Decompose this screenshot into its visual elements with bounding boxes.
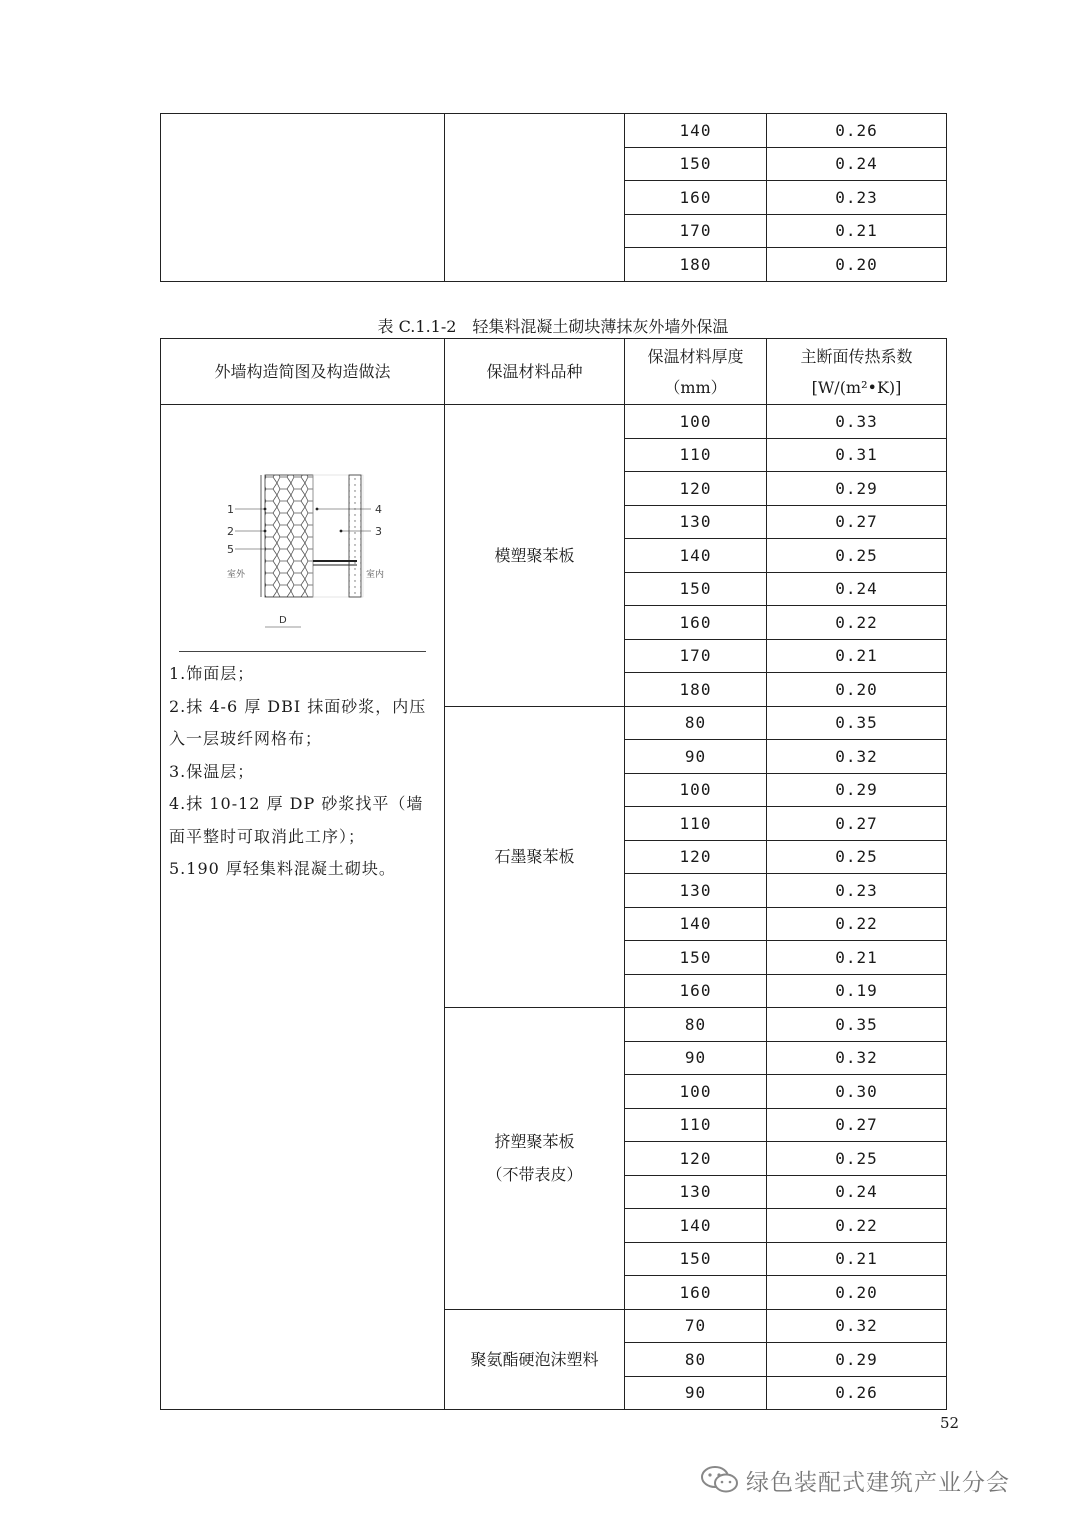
construction-step: 5.190 厚轻集料混凝土砌块。: [169, 859, 396, 878]
thickness-cell: 120: [625, 1142, 767, 1176]
thickness-cell: 80: [625, 706, 767, 740]
header-coefficient-line1: 主断面传热系数: [800, 346, 913, 366]
construction-step: 入一层玻纤网格布；: [169, 729, 323, 748]
coefficient-cell: 0.22: [767, 606, 947, 640]
thickness-cell: 170: [625, 639, 767, 673]
thickness-cell: 80: [625, 1343, 767, 1377]
thickness-cell: 100: [625, 1075, 767, 1109]
material-name: 挤塑聚苯板: [494, 1132, 575, 1152]
coefficient-cell: 0.27: [767, 505, 947, 539]
coefficient-cell: 0.21: [767, 214, 947, 248]
header-thickness: [625, 339, 767, 405]
watermark: [700, 1460, 1060, 1500]
coefficient-cell: 0.33: [767, 405, 947, 439]
coefficient-cell: 0.24: [767, 1175, 947, 1209]
construction-cell: [161, 405, 445, 1410]
thickness-cell: 180: [625, 248, 767, 282]
diagram-divider: [179, 651, 426, 652]
continuation-table: [160, 113, 947, 282]
thickness-cell: 160: [625, 606, 767, 640]
continuation-construction-cell: [161, 114, 445, 282]
thickness-cell: 140: [625, 1209, 767, 1243]
thickness-cell: 170: [625, 214, 767, 248]
thickness-cell: 110: [625, 1108, 767, 1142]
coefficient-cell: 0.29: [767, 1343, 947, 1377]
material-cell: [445, 1309, 625, 1410]
diagram-outside-label: 室外: [227, 570, 246, 580]
thickness-cell: 120: [625, 472, 767, 506]
thickness-cell: 150: [625, 941, 767, 975]
thickness-cell: 150: [625, 147, 767, 181]
construction-content: [161, 405, 444, 886]
construction-step: 4.抹 10-12 厚 DP 砂浆找平（墙: [169, 794, 424, 813]
construction-step: 面平整时可取消此工序）；: [169, 826, 366, 846]
thickness-cell: 80: [625, 1008, 767, 1042]
coefficient-cell: 0.32: [767, 1041, 947, 1075]
thickness-cell: 130: [625, 1175, 767, 1209]
coefficient-cell: 0.20: [767, 248, 947, 282]
thickness-cell: 130: [625, 874, 767, 908]
coefficient-cell: 0.25: [767, 1142, 947, 1176]
material-name: 聚氨酯硬泡沫塑料: [470, 1349, 599, 1369]
insulation-layer: [265, 475, 313, 597]
coefficient-cell: 0.27: [767, 807, 947, 841]
coefficient-cell: 0.23: [767, 181, 947, 215]
thickness-cell: 140: [625, 114, 767, 148]
thickness-cell: 150: [625, 1242, 767, 1276]
thickness-cell: 100: [625, 773, 767, 807]
coefficient-cell: 0.24: [767, 572, 947, 606]
header-coefficient: [767, 339, 947, 405]
coefficient-cell: 0.22: [767, 907, 947, 941]
thickness-cell: 110: [625, 807, 767, 841]
coefficient-cell: 0.31: [767, 438, 947, 472]
header-row: [161, 339, 947, 405]
header-coefficient-line2: [W/(m²•K)]: [811, 377, 902, 397]
material-name: 石墨聚苯板: [494, 847, 575, 867]
header-thickness-line1: 保温材料厚度: [647, 346, 744, 366]
table-caption: 表 C.1.1-2 轻集料混凝土砌块薄抹灰外墙外保温: [377, 317, 729, 336]
coefficient-cell: 0.22: [767, 1209, 947, 1243]
construction-steps: [161, 658, 444, 886]
coefficient-cell: 0.24: [767, 147, 947, 181]
thickness-cell: 140: [625, 907, 767, 941]
diagram-label-4: 4: [375, 503, 382, 516]
diagram-label-1: 1: [227, 503, 234, 516]
thickness-cell: 160: [625, 974, 767, 1008]
construction-step: 1.饰面层；: [169, 664, 255, 683]
coefficient-cell: 0.32: [767, 740, 947, 774]
thickness-cell: 90: [625, 1041, 767, 1075]
thickness-cell: 150: [625, 572, 767, 606]
watermark-text: 绿色装配式建筑产业分会: [746, 1469, 1010, 1496]
thickness-cell: 130: [625, 505, 767, 539]
coefficient-cell: 0.21: [767, 639, 947, 673]
coefficient-cell: 0.26: [767, 114, 947, 148]
thickness-cell: 120: [625, 840, 767, 874]
construction-step: 3.保温层；: [169, 761, 255, 781]
continuation-material-cell: [445, 114, 625, 282]
wall-diagram-wrap: [161, 405, 444, 639]
diagram-label-2: 2: [227, 525, 234, 538]
coefficient-cell: 0.30: [767, 1075, 947, 1109]
coefficient-cell: 0.19: [767, 974, 947, 1008]
material-cell: [445, 405, 625, 707]
wechat-icon: [700, 1464, 740, 1496]
thickness-cell: 140: [625, 539, 767, 573]
material-cell: [445, 706, 625, 1008]
header-construction: 外墙构造简图及构造做法: [161, 339, 445, 405]
thickness-cell: 180: [625, 673, 767, 707]
coefficient-cell: 0.29: [767, 472, 947, 506]
coefficient-cell: 0.25: [767, 840, 947, 874]
coefficient-cell: 0.21: [767, 941, 947, 975]
plaster-layer: [349, 475, 361, 597]
diagram-inside-label: 室内: [366, 570, 385, 580]
coefficient-cell: 0.26: [767, 1376, 947, 1410]
material-cell: [445, 1008, 625, 1310]
wall-section-diagram: [221, 465, 391, 635]
thickness-cell: 70: [625, 1309, 767, 1343]
coefficient-cell: 0.20: [767, 673, 947, 707]
coefficient-cell: 0.35: [767, 706, 947, 740]
thickness-cell: 100: [625, 405, 767, 439]
diagram-label-5: 5: [227, 543, 234, 556]
coefficient-cell: 0.23: [767, 874, 947, 908]
material-name-note: （不带表皮）: [486, 1165, 583, 1185]
thickness-cell: 160: [625, 1276, 767, 1310]
coefficient-cell: 0.35: [767, 1008, 947, 1042]
table-row: [161, 405, 947, 439]
diagram-dim-label: D: [279, 615, 287, 626]
coefficient-cell: 0.25: [767, 539, 947, 573]
thickness-cell: 160: [625, 181, 767, 215]
construction-step: 2.抹 4-6 厚 DBI 抹面砂浆，内压: [169, 696, 427, 716]
thickness-cell: 90: [625, 740, 767, 774]
thickness-cell: 90: [625, 1376, 767, 1410]
insulation-table: [160, 338, 947, 1410]
continuation-table-body: [161, 114, 947, 282]
thickness-cell: 110: [625, 438, 767, 472]
table-row: [161, 114, 947, 148]
insulation-table-body: [161, 405, 947, 1410]
material-name: 模塑聚苯板: [494, 545, 575, 565]
coefficient-cell: 0.21: [767, 1242, 947, 1276]
coefficient-cell: 0.27: [767, 1108, 947, 1142]
page-number: 52: [940, 1414, 960, 1432]
header-material: 保温材料品种: [445, 339, 625, 405]
header-thickness-line2: （mm）: [664, 377, 727, 397]
coefficient-cell: 0.29: [767, 773, 947, 807]
diagram-label-3: 3: [375, 525, 382, 538]
coefficient-cell: 0.32: [767, 1309, 947, 1343]
coefficient-cell: 0.20: [767, 1276, 947, 1310]
